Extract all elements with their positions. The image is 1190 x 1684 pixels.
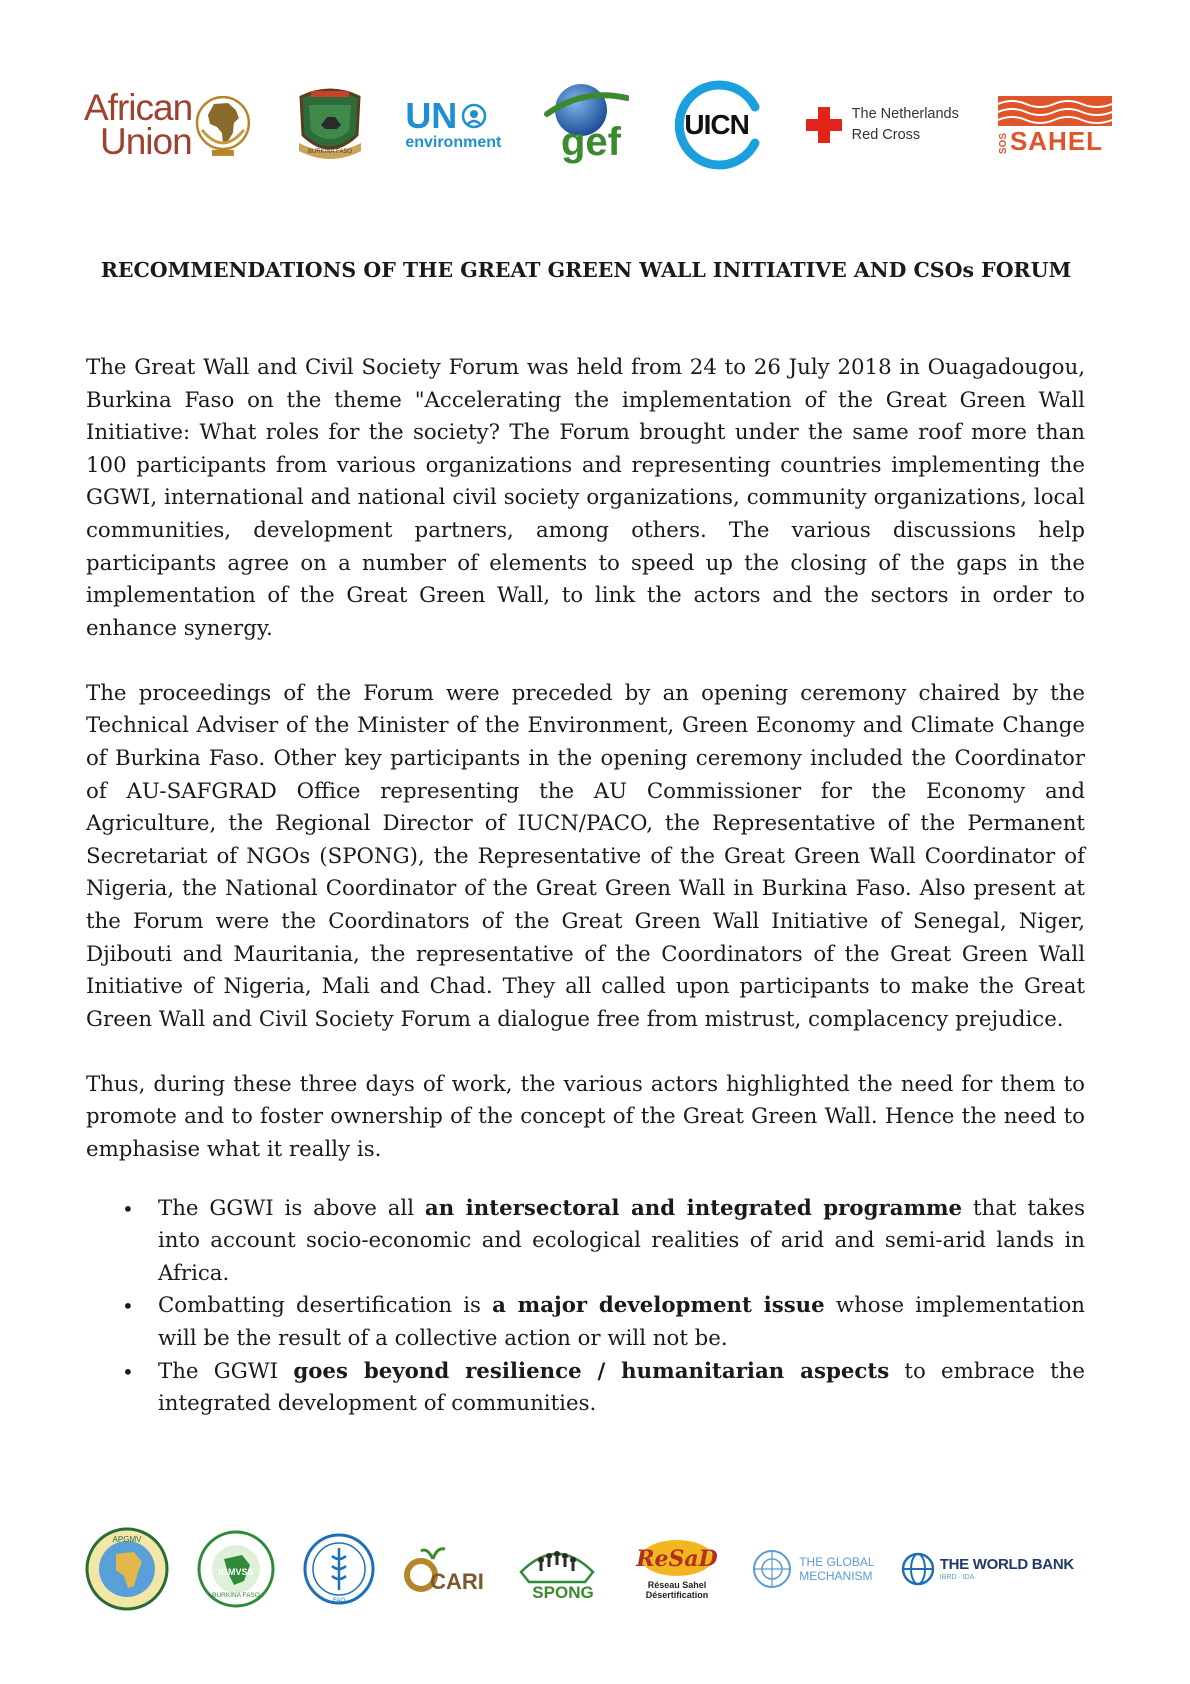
list-item (158, 1290, 1085, 1355)
paragraph-opening-ceremony: The proceedings of the Forum were preceded by an opening ceremony chaired by the Technical Adviser of the Minister of the Environment, Green Economy and Climate Change of Burkina Faso. Other key participants in the opening ceremony included the Coordinator of AU-SAFGRAD Office representing the AU Commissioner for the Economy and Agriculture, the Regional Director of IUCN/PACO, the Representative of the Permanent Secretariat of NGOs (SPONG), the Representative of the Great Green Wall Coordinator of Nigeria, the National Coordinator of the Great Green Wall in Burkina Faso. Also present at the Forum were the Coordinators of the Great Green Wall Initiative of Senegal, Niger, Djibouti and Mauritania, the representative of the Coordinators of the Great Green Wall Initiative of Nigeria, Mali and Chad. They all called upon participants to make the Great Green Wall and Civil Society Forum a dialogue free from mistrust, complacency prejudice. (86, 680, 1085, 1032)
un-label: UN (405, 95, 458, 136)
resad-mark-icon (629, 1536, 725, 1602)
paragraph-three-days: Thus, during these three days of work, the various actors highlighted the need for them to promote and to foster ownership of the concept of the Great Green Wall. Hence the need to emphasise what it really is. (86, 1071, 1085, 1163)
bullet-emphasis: an intersectoral and integrated programme (424, 1195, 963, 1221)
bullet-text: The GGWI (158, 1358, 294, 1384)
paragraph-forum-overview: The Great Wall and Civil Society Forum was held from 24 to 26 July 2018 in Ouagadougou, Burkina Faso on the theme "Accelerating the implementation of the Great Green Wall Initiative: What roles for the society? The Forum brought under the same roof more than 100 participants from various organizations and representing countries implementing the GGWI, international and national civil society organizations, community organizations, local communities, development partners, among others. The various discussions help participants agree on a number of elements to speed up the closing of the gaps in the implementation of the Great Green Wall, to link the actors and the sectors in order to enhance synergy. (86, 355, 1085, 641)
resad-line2: Désertification (645, 1590, 709, 1600)
gef-logo (541, 80, 631, 170)
apgmv-seal-icon (84, 1526, 170, 1612)
footer-logo-row (84, 1522, 1074, 1616)
sos-sahel-logo (998, 96, 1114, 154)
spong-logo (511, 1536, 603, 1602)
global-mechanism-line1: THE GLOBAL (799, 1555, 875, 1569)
african-union-line2: Union (100, 121, 192, 162)
document-body (86, 352, 1085, 1421)
uicn-logo (667, 77, 767, 173)
bullet-text: Combatting desertification is (158, 1293, 493, 1319)
global-mechanism-line2: MECHANISM (799, 1569, 873, 1583)
red-cross-line1: The Netherlands (851, 106, 959, 122)
bullet-text: whose implementation will be the result of a collective action or will not be. (158, 1293, 1085, 1352)
apgmv-logo (84, 1526, 170, 1612)
cari-logo (403, 1539, 485, 1599)
header-logo-row (84, 70, 1114, 180)
igmvss-sub-label: BURKINA FASO (212, 1592, 261, 1599)
cari-palm-icon (403, 1539, 485, 1599)
igmvss-logo (196, 1529, 276, 1609)
list-item (158, 1193, 1085, 1291)
world-bank-logo (901, 1549, 1074, 1589)
resad-logo (629, 1536, 725, 1602)
sahel-waves-icon (998, 96, 1112, 126)
red-cross-icon (806, 105, 842, 145)
sahel-label: SAHEL (1009, 126, 1104, 156)
igmvss-seal-icon (196, 1529, 276, 1609)
bullet-text: that takes into account socio-economic and ecological realities of arid and semi-arid lands in Africa. (158, 1195, 1086, 1286)
recommendations-list (86, 1193, 1085, 1421)
african-union-logo (84, 87, 254, 162)
un-environment-logo (405, 95, 505, 152)
un-laurel-icon (460, 102, 488, 130)
resad-line1: Réseau Sahel (647, 1580, 707, 1590)
bullet-text: to embrace the integrated development of communities. (158, 1358, 1085, 1417)
burkina-faso-emblem (290, 85, 370, 165)
resad-label: ReSaD (636, 1546, 718, 1572)
un-environment-label: environment (405, 134, 502, 151)
world-bank-label: THE WORLD BANK (939, 1556, 1074, 1573)
world-bank-globe-icon (901, 1549, 935, 1589)
bullet-emphasis: goes beyond resilience / humanitarian aspects (293, 1358, 890, 1384)
red-cross-logo (802, 104, 962, 146)
global-mechanism-logo (751, 1548, 874, 1590)
fao-logo (302, 1532, 376, 1606)
world-bank-sub-label: IBRD · IDA (939, 1574, 975, 1581)
burkina-label: BURKINA FASO (307, 149, 352, 155)
fao-label: FAO (333, 1598, 346, 1604)
apgmv-label: APGMV (112, 1535, 142, 1544)
fao-emblem-icon (302, 1532, 376, 1606)
gef-label: gef (560, 120, 621, 164)
burkina-coat-of-arms-icon (291, 85, 369, 165)
igmvss-label: IGMVSS (218, 1567, 254, 1577)
africa-emblem-icon (192, 90, 254, 160)
document-title: RECOMMENDATIONS OF THE GREAT GREEN WALL INITIATIVE AND CSOs FORUM (100, 258, 1072, 282)
uicn-label: UICN (684, 109, 749, 140)
cari-label: CARI (429, 1569, 484, 1594)
bullet-text: The GGWI is above all (158, 1195, 425, 1221)
un-emblem-icon (751, 1548, 793, 1590)
spong-label: SPONG (532, 1583, 594, 1602)
red-cross-line2: Red Cross (851, 127, 921, 143)
sos-label: SOS (997, 132, 1009, 154)
spong-people-icon (511, 1536, 603, 1602)
african-union-line1: African (84, 87, 193, 128)
bullet-emphasis: a major development issue (492, 1293, 825, 1319)
list-item (158, 1356, 1085, 1421)
